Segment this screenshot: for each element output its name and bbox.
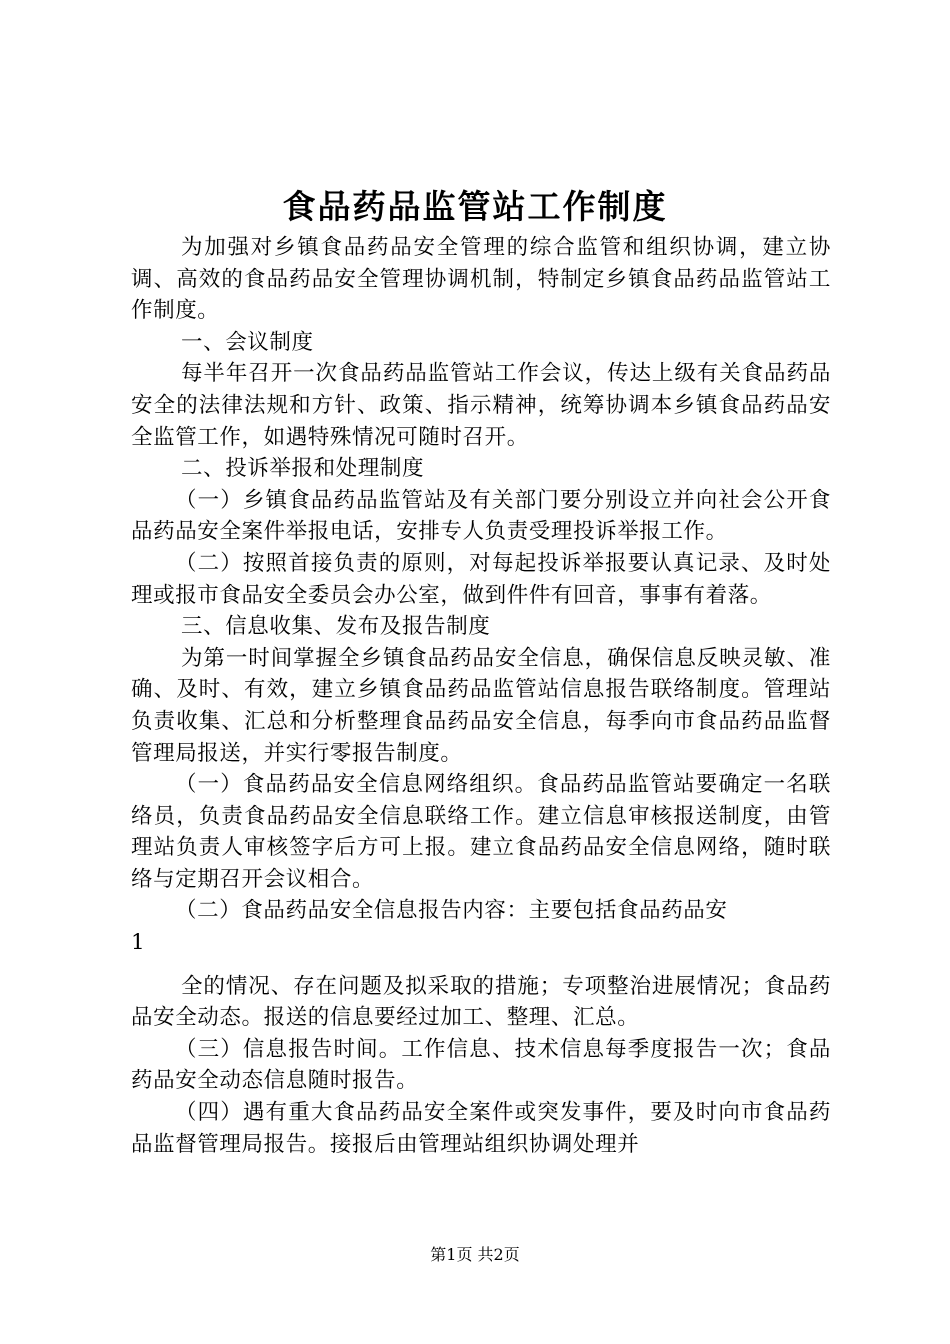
intro-paragraph: 为加强对乡镇食品药品安全管理的综合监管和组织协调，建立协调、高效的食品药品安全管理协调机制，特制定乡镇食品药品监管站工作制度。 [131, 235, 831, 324]
section-heading-meeting: 一、会议制度 [181, 329, 314, 355]
section-heading-information: 三、信息收集、发布及报告制度 [181, 614, 491, 640]
page-footer: 第1页 共2页 [430, 1245, 520, 1264]
document-body [131, 232, 831, 1160]
information-paragraph: 为第一时间掌握全乡镇食品药品安全信息，确保信息反映灵敏、准确、及时、有效，建立乡镇食品药品监管站信息报告联络制度。管理站负责收集、汇总和分析整理食品药品安全信息，每季向市食品药品监督管理局报送，并实行零报告制度。 [131, 645, 831, 766]
information-item-4: （四）遇有重大食品药品安全案件或突发事件，要及时向市食品药品监督管理局报告。接报后由管理站组织协调处理并 [131, 1100, 831, 1157]
complaints-item-2: （二）按照首接负责的原则，对每起投诉举报要认真记录、及时处理或报市食品安全委员会办公室，做到件件有回音，事事有着落。 [131, 550, 831, 608]
information-item-1: （一）食品药品安全信息网络组织。食品药品监管站要确定一名联络员，负责食品药品安全信息联络工作。建立信息审核报送制度，由管理站负责人审核签字后方可上报。建立食品药品安全信息网络，随时联络与定期召开会议相合。 [131, 772, 831, 892]
inline-page-number: 1 [131, 930, 146, 956]
section-heading-complaints: 二、投诉举报和处理制度 [181, 456, 425, 482]
complaints-item-1: （一）乡镇食品药品监管站及有关部门要分别设立并向社会公开食品药品安全案件举报电话，安排专人负责受理投诉举报工作。 [131, 487, 831, 545]
information-item-2-start: （二）食品药品安全信息报告内容：主要包括食品药品安 [175, 898, 728, 924]
document-title: 食品药品监管站工作制度 [282, 187, 668, 226]
information-item-3: （三）信息报告时间。工作信息、技术信息每季度报告一次；食品药品安全动态信息随时报告。 [131, 1036, 831, 1094]
meeting-paragraph: 每半年召开一次食品药品监管站工作会议，传达上级有关食品药品安全的法律法规和方针、政策、指示精神，统筹协调本乡镇食品药品安全监管工作，如遇特殊情况可随时召开。 [131, 361, 831, 450]
information-item-2-continued: 全的情况、存在问题及拟采取的措施；专项整治进展情况；食品药品安全动态。报送的信息要经过加工、整理、汇总。 [131, 973, 831, 1031]
